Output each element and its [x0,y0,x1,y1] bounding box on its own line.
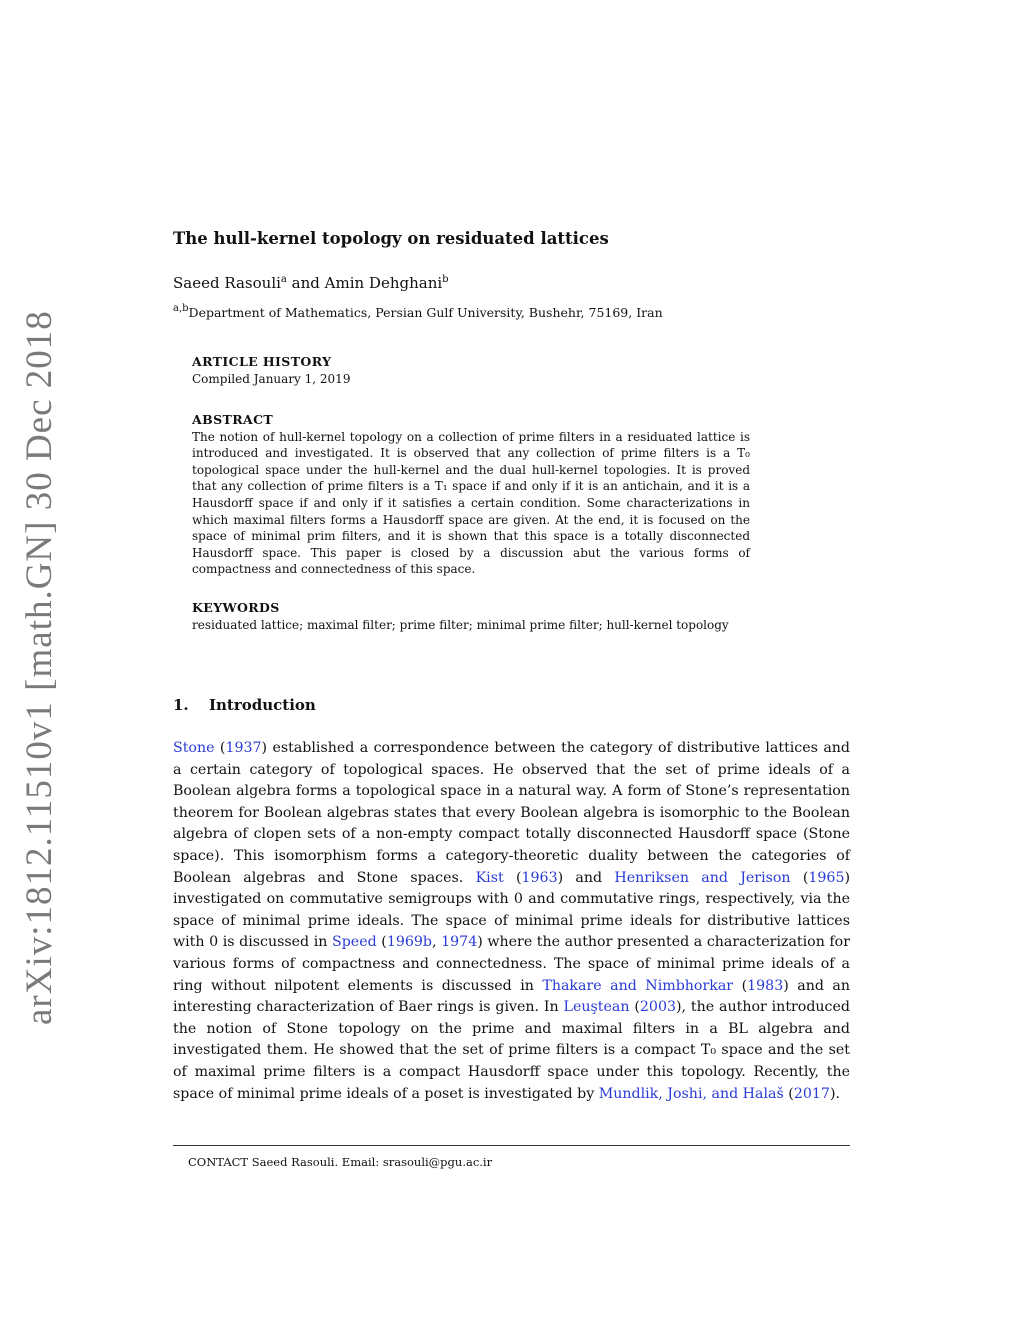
intro-text: ) investigated on commutative semigroups with 0 and commutative rings, respectively, via the space of minimal prime ideals. The space of minimal prime ideals for distributive lattices with 0 is discussed in [173,869,851,951]
citation-link[interactable]: Kist [475,869,504,886]
intro-text: ) where the author presented a characterization for various forms of compactness and connectedness. The space of minimal prime ideals of a ring without nilpotent elements is discussed in [173,934,850,994]
intro-text: ), the author introduced the notion of Stone topology on the prime and maximal filters in a BL algebra and investigated them. He showed that the set of prime filters is a compact T₀ space and the set of maximal prime filters is a compact Hausdorff space under this topology. Recently, the space of minimal prime ideals of a poset is investigated by [173,999,850,1102]
citation-year-link[interactable]: 1974 [441,934,478,951]
author-line [173,274,449,292]
abstract [192,412,750,578]
keywords [192,600,750,633]
intro-text: ) established a correspondence between the category of distributive lattices and a certain category of topological spaces. He observed that the set of prime ideals of a Boolean algebra forms a topological space in a natural way. A form of Stone’s representation theorem for Boolean algebras states that every Boolean algebra is isomorphic to the Boolean algebra of clopen sets of a non-empty compact totally disconnected Hausdorff space (Stone space). This isomorphism forms a category-theoretic duality between the categories of Boolean algebras and Stone spaces. [173,740,850,886]
affiliation-superscript: a,b [173,303,189,314]
citation-link[interactable]: Henriksen and Jerison [614,869,791,886]
citation-year-link[interactable]: 1965 [808,869,845,886]
citation-year-link[interactable]: 1963 [521,869,558,886]
article-history [192,354,750,387]
intro-text: ) and an interesting characterization of Baer rings is given. In [173,977,850,1016]
keywords-text: residuated lattice; maximal filter; prime filter; minimal prime filter; hull-kernel topology [192,617,729,632]
citation-link[interactable]: Stone [173,740,215,756]
author-name: Saeed Rasouli [173,274,281,292]
arxiv-identifier: arXiv:1812.11510v1 [math.GN] 30 Dec 2018 [19,310,60,1025]
author-name: Amin Dehghani [324,274,443,292]
author-superscript: b [442,274,449,285]
abstract-heading: ABSTRACT [192,412,274,427]
introduction-paragraph: Stone (1937) established a correspondence between the category of distributive lattices and a certain category of topological spaces. He observed that the set of prime ideals of a Boolean algebra forms a topological space in a natural way. A form of Stone’s representation theorem for Boolean algebras states that every Boolean algebra is isomorphic to the Boolean algebra of clopen sets of a non-empty compact totally disconnected Hausdorff space (Stone space). This isomorphism forms a category-theoretic duality between the categories of Boolean algebras and Stone spaces. Kist (1963) and Henriksen and Jerison (1965) investigated on commutative semigroups with 0 and commutative rings, respectively, via the space of minimal prime ideals. The space of minimal prime ideals for distributive lattices with 0 is discussed in Speed (1969b, 1974) where the author presented a characterization for various forms of compactness and connectedness. The space of minimal prime ideals of a ring without nilpotent elements is discussed in Thakare and Nimbhorkar (1983) and an interesting characterization of Baer rings is given. In Leuştean (2003), the author introduced the notion of Stone topology on the prime and maximal filters in a BL algebra and investigated them. He showed that the set of prime filters is a compact T₀ space and the set of maximal prime filters is a compact Hausdorff space under this topology. Recently, the space of minimal prime ideals of a poset is investigated by Mundlik, Joshi, and Halaš (2017). [173,740,851,1102]
author-superscript: a [280,274,287,285]
citation-year-link[interactable]: 1983 [747,977,784,994]
citation-year-link[interactable]: 2003 [639,999,676,1016]
section-number: 1. [173,696,189,714]
intro-text: ) and [557,869,615,886]
abstract-text: The notion of hull-kernel topology on a collection of prime filters in a residuated lattice is introduced and investigated. It is observed that any collection of prime filters is a T₀ topological space under the hull-kernel and the dual hull-kernel topologies. It is proved that any collection of prime filters is a T₁ space if and only if it is an antichain, and it is a Hausdorff space if and only if it satisfies a certain condition. Some characterizations in which maximal filters forms a Hausdorff space are given. At the end, it is focused on the space of minimal prim filters, and it is shown that this space is a totally disconnected Hausdorff space. This paper is closed by a discussion abut the various forms of compactness and connectedness of this space. [192,429,750,577]
citation-year-link[interactable]: 2017 [793,1085,830,1102]
footnote-divider [173,1145,850,1146]
compiled-date: Compiled January 1, 2019 [192,371,351,386]
affiliation-text: Department of Mathematics, Persian Gulf University, Bushehr, 75169, Iran [188,305,663,320]
citation-link[interactable]: Leuştean [563,999,630,1016]
citation-link[interactable]: Speed [332,934,377,951]
section-title: Introduction [209,696,316,714]
citation-year-link[interactable]: 1969b [386,934,433,951]
history-heading: ARTICLE HISTORY [192,354,332,369]
citation-link[interactable]: Mundlik, Joshi, and Halaš [598,1085,784,1102]
author-separator: and [286,274,325,292]
intro-text: ). [829,1085,840,1102]
affiliation [173,305,663,320]
citation-link[interactable]: Thakare and Nimbhorkar [542,977,734,994]
keywords-heading: KEYWORDS [192,600,280,615]
section-heading [173,696,316,714]
contact-footnote: CONTACT Saeed Rasouli. Email: srasouli@pgu.ac.ir [188,1155,493,1169]
paper-title: The hull-kernel topology on residuated lattices [173,229,609,248]
citation-year-link[interactable]: 1937 [225,740,262,756]
